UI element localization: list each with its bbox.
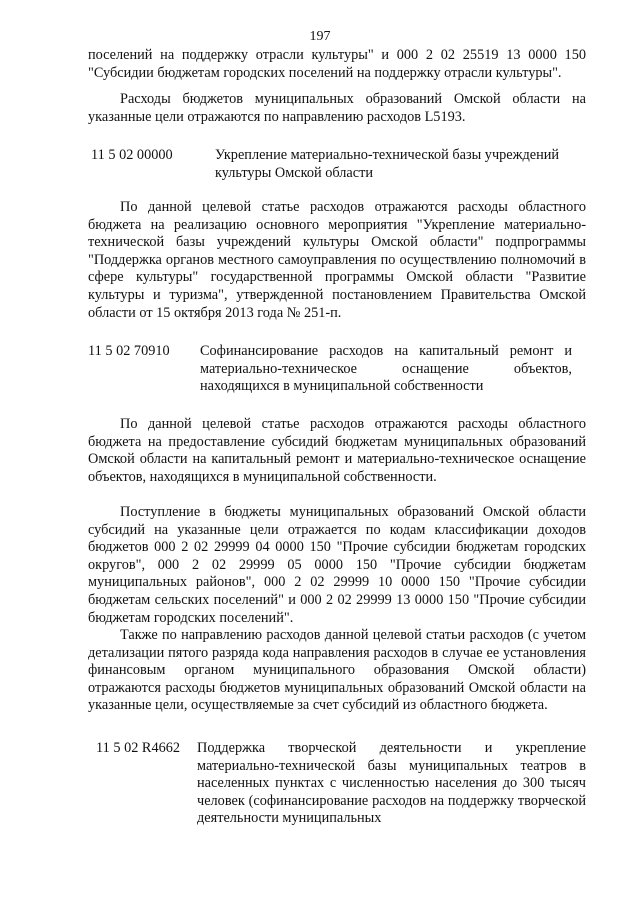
section-code-2: 11 5 02 70910 <box>88 343 170 359</box>
page-number: 197 <box>309 29 331 44</box>
paragraph-section-2-description: По данной целевой статье расходов отражаются расходы областного бюджета на предоставление субсидий бюджетам муниципальных образований Омской области на капитальный ремонт и материально-техническое оснащение объектов, находящихся в муниципальной собственности. <box>88 416 586 485</box>
section-code-1: 11 5 02 00000 <box>91 147 173 163</box>
paragraph-revenue-codes: Поступление в бюджеты муниципальных образований Омской области субсидий на указанные цели отражается по кодам классификации доходов бюджетов 000 2 02 29999 04 0000 150 "Прочие субсидии бюджетам городских округов", 000 2 02 29999 05 0000 150 "Прочие субсидии бюджетам муниципальных районов", 000 2 02 29999 10 0000 150 "Прочие субсидии бюджетам сельских поселений" и 000 2 02 29999 13 0000 150 "Прочие субсидии бюджетам городских поселений". <box>88 504 586 626</box>
section-title-1: Укрепление материально-технической базы учреждений культуры Омской области <box>215 147 560 181</box>
section-title-3: Поддержка творческой деятельности и укрепление материально-технической базы муниципальных театров в населенных пунктах с численностью населения до 300 тысяч человек (софинансирование расходов на поддержку творческой деятельности муниципальных <box>197 740 586 827</box>
paragraph-expenses-direction: Расходы бюджетов муниципальных образований Омской области на указанные цели отражаются по направлению расходов L5193. <box>88 91 586 125</box>
section-title-2: Софинансирование расходов на капитальный ремонт и материально-техническое оснащение объектов, находящихся в муниципальной собственности <box>200 343 572 395</box>
paragraph-section-1-description: По данной целевой статье расходов отражаются расходы областного бюджета на реализацию основного мероприятия "Укрепление материально-технической базы учреждений культуры Омской области" подпрограммы "Поддержка органов местного самоуправления по осуществлению полномочий в сфере культуры" государственной программы Омской области "Развитие культуры и туризма", утвержденной постановлением Правительства Омской области от 15 октября 2013 года № 251-п. <box>88 199 586 321</box>
paragraph-municipal-expenses: Также по направлению расходов данной целевой статьи расходов (с учетом детализации пятого разряда кода направления расходов в случае ее установления финансовым органом муниципального образования Омской области) отражаются расходы бюджетов муниципальных образований Омской области на указанные цели, осуществляемые за счет субсидий из областного бюджета. <box>88 627 586 714</box>
paragraph-continuation: поселений на поддержку отрасли культуры" и 000 2 02 25519 13 0000 150 "Субсидии бюджетам городских поселений на поддержку отрасли культуры". <box>88 47 586 81</box>
section-code-3: 11 5 02 R4662 <box>96 740 181 756</box>
